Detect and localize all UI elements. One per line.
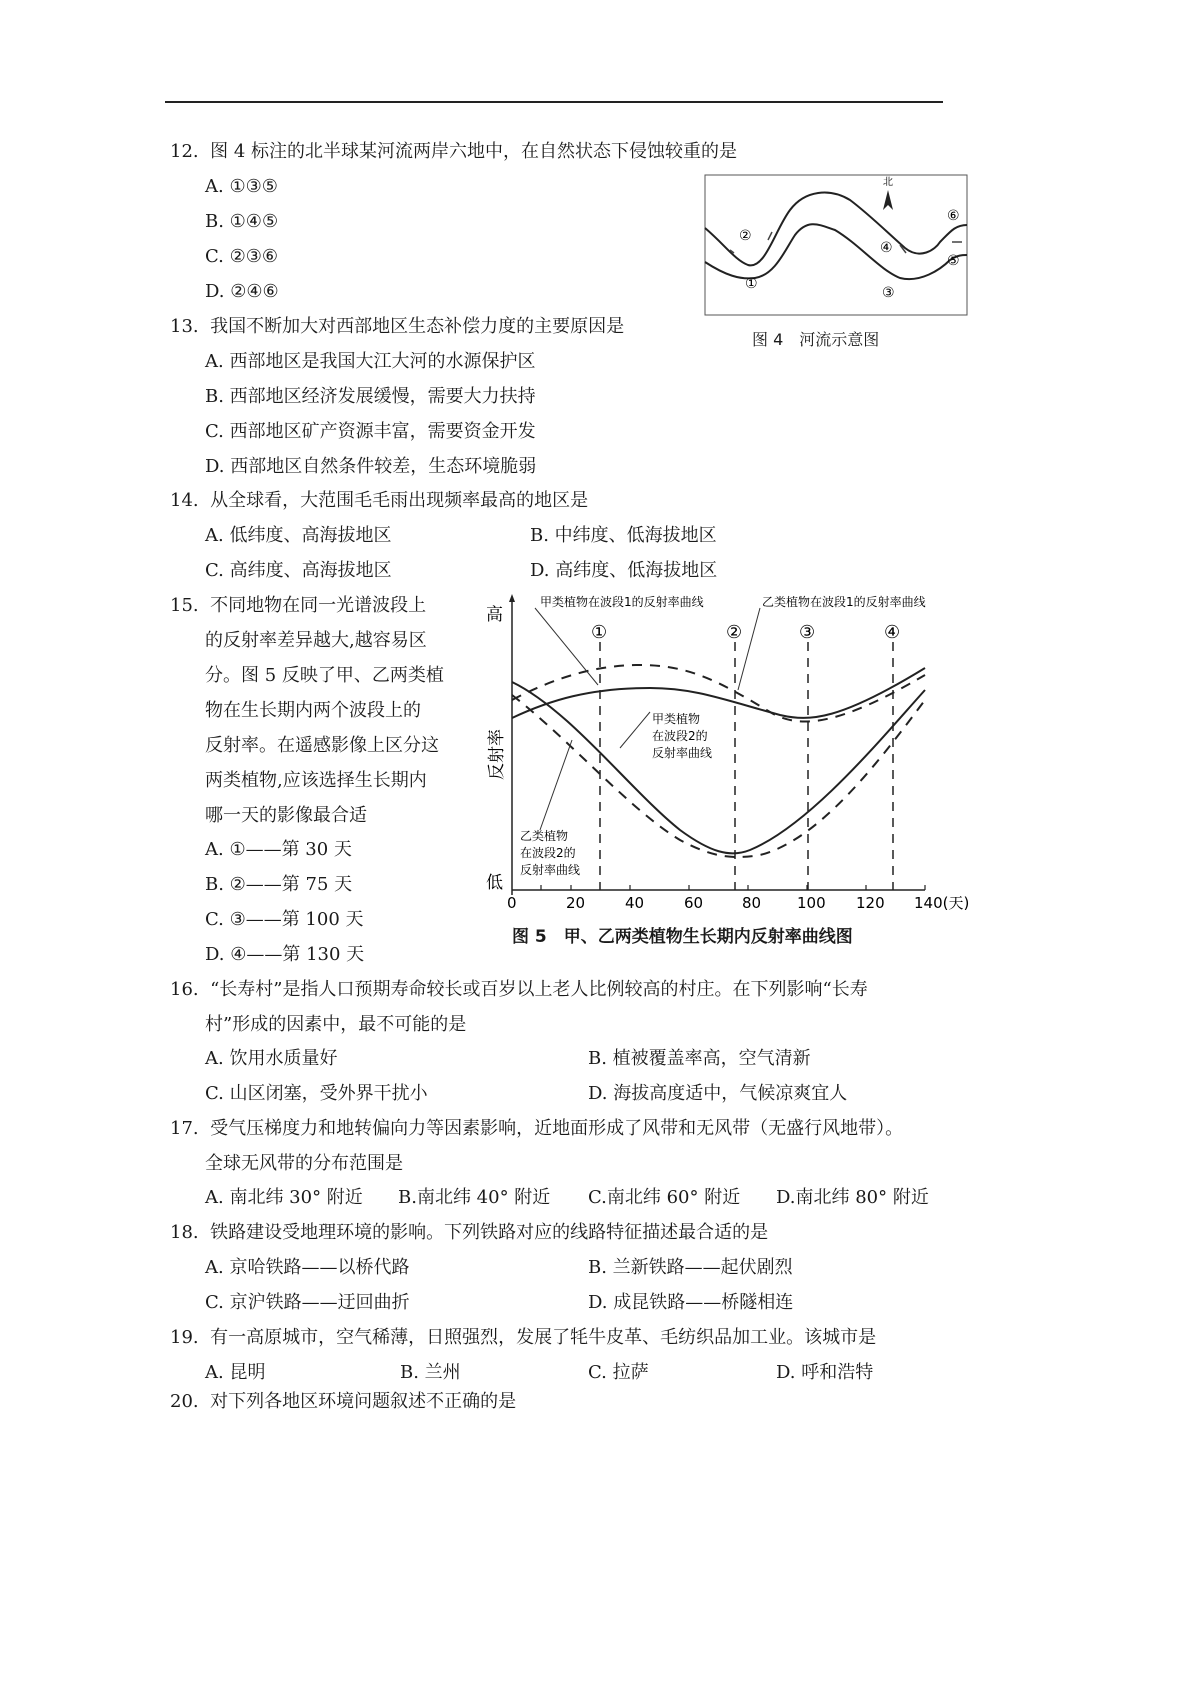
option: D. ④——第 130 天: [205, 944, 365, 965]
option: B.南北纬 40° 附近: [398, 1187, 551, 1208]
annotation-jia-band1: 甲类植物在波段1的反射率曲线: [540, 595, 704, 609]
option: D. 高纬度、低海拔地区: [530, 560, 718, 581]
curve-jia-band1: [512, 668, 925, 718]
question-19: 19. 有一高原城市，空气稀薄，日照强烈，发展了牦牛皮革、毛纺织品加工业。该城市是: [170, 1327, 877, 1348]
svg-text:40: 40: [625, 894, 645, 912]
figure-4-caption: 图 4 河流示意图: [752, 330, 880, 349]
svg-text:100: 100: [797, 894, 826, 912]
option: C. ③——第 100 天: [205, 909, 364, 930]
option: B. 植被覆盖率高，空气清新: [588, 1048, 811, 1069]
svg-text:80: 80: [742, 894, 762, 912]
question-text: 物在生长期内两个波段上的: [205, 700, 421, 721]
curve-jia-band2: [512, 682, 925, 853]
option: C. 高纬度、高海拔地区: [205, 560, 392, 581]
option: A. 南北纬 30° 附近: [205, 1187, 363, 1208]
option: C.南北纬 60° 附近: [588, 1187, 741, 1208]
y-low-label: 低: [486, 873, 503, 893]
question-text: 分。图 5 反映了甲、乙两类植: [205, 665, 444, 686]
question-text: 两类植物,应该选择生长期内: [205, 770, 427, 791]
header-rule: [165, 101, 943, 103]
marker-4: ④: [884, 622, 901, 643]
figure-4-river-map: [700, 170, 980, 320]
question-15: 15. 不同地物在同一光谱波段上: [170, 595, 427, 616]
curve-yi-band1: [512, 665, 925, 722]
svg-text:②: ②: [739, 228, 752, 244]
option: B. 兰新铁路——起伏剧烈: [588, 1257, 793, 1278]
question-16: 16. “长寿村”是指人口预期寿命较长或百岁以上老人比例较高的村庄。在下列影响“长寿: [170, 979, 868, 1000]
option: C. ②③⑥: [205, 246, 278, 267]
svg-text:③: ③: [882, 285, 895, 301]
option: C. 西部地区矿产资源丰富，需要资金开发: [205, 421, 536, 442]
option: D. 成昆铁路——桥隧相连: [588, 1292, 794, 1313]
north-label: 北: [883, 177, 893, 188]
svg-text:反射率曲线: 反射率曲线: [652, 746, 713, 760]
svg-text:60: 60: [684, 894, 704, 912]
option: B. 兰州: [400, 1362, 461, 1383]
question-13: 13. 我国不断加大对西部地区生态补偿力度的主要原因是: [170, 316, 625, 337]
option: D. ②④⑥: [205, 281, 279, 302]
svg-text:反射率曲线: 反射率曲线: [520, 863, 581, 877]
question-text: 反射率。在遥感影像上区分这: [205, 735, 439, 756]
svg-text:0: 0: [507, 894, 517, 912]
curve-yi-band2: [512, 695, 925, 857]
option: D. 呼和浩特: [776, 1362, 874, 1383]
option: C. 山区闭塞，受外界干扰小: [205, 1083, 428, 1104]
option: A. ①③⑤: [205, 176, 278, 197]
svg-text:在波段2的: 在波段2的: [520, 846, 576, 860]
annotation-yi-band2: 乙类植物: [520, 829, 569, 843]
option: D. 海拔高度适中，气候凉爽宜人: [588, 1083, 848, 1104]
option: A. 饮用水质量好: [205, 1048, 338, 1069]
svg-text:④: ④: [880, 240, 893, 256]
option: A. 昆明: [205, 1362, 266, 1383]
svg-text:20: 20: [566, 894, 586, 912]
annotation-jia-band2: 甲类植物: [652, 712, 701, 726]
question-text: 村”形成的因素中，最不可能的是: [205, 1014, 467, 1035]
option: A. 西部地区是我国大江大河的水源保护区: [205, 351, 536, 372]
option: B. ①④⑤: [205, 211, 279, 232]
y-axis-label: 反射率: [487, 729, 507, 780]
question-text: 哪一天的影像最合适: [205, 805, 367, 826]
option: D.南北纬 80° 附近: [776, 1187, 929, 1208]
svg-text:120: 120: [856, 894, 885, 912]
question-text: 全球无风带的分布范围是: [205, 1153, 403, 1174]
option: A. 低纬度、高海拔地区: [205, 525, 392, 546]
y-high-label: 高: [486, 605, 503, 625]
question-text: 的反射率差异越大,越容易区: [205, 630, 427, 651]
north-arrow-icon: [883, 190, 893, 210]
marker-1: ①: [591, 622, 608, 643]
option: B. ②——第 75 天: [205, 874, 353, 895]
marker-3: ③: [799, 622, 816, 643]
figure-5-reflectance-chart: [480, 590, 990, 920]
figure-5-caption: 图 5 甲、乙两类植物生长期内反射率曲线图: [512, 927, 853, 947]
annotation-yi-band1: 乙类植物在波段1的反射率曲线: [762, 595, 926, 609]
question-17: 17. 受气压梯度力和地转偏向力等因素影响，近地面形成了风带和无风带（无盛行风地带）。: [170, 1118, 904, 1139]
option: A. ①——第 30 天: [205, 839, 352, 860]
marker-2: ②: [726, 622, 743, 643]
svg-text:⑤: ⑤: [947, 253, 960, 269]
question-12: 12. 图 4 标注的北半球某河流两岸六地中，在自然状态下侵蚀较重的是: [170, 141, 737, 162]
svg-text:①: ①: [745, 276, 758, 292]
option: B. 西部地区经济发展缓慢，需要大力扶持: [205, 386, 536, 407]
option: C. 拉萨: [588, 1362, 649, 1383]
option: A. 京哈铁路——以桥代路: [205, 1257, 410, 1278]
option: D. 西部地区自然条件较差，生态环境脆弱: [205, 456, 537, 477]
question-20: 20. 对下列各地区环境问题叙述不正确的是: [170, 1391, 517, 1412]
svg-text:⑥: ⑥: [947, 208, 960, 224]
svg-text:在波段2的: 在波段2的: [652, 729, 708, 743]
svg-text:140(天): 140(天): [914, 894, 970, 912]
option: B. 中纬度、低海拔地区: [530, 525, 717, 546]
option: C. 京沪铁路——迂回曲折: [205, 1292, 410, 1313]
question-14: 14. 从全球看，大范围毛毛雨出现频率最高的地区是: [170, 490, 589, 511]
question-18: 18. 铁路建设受地理环境的影响。下列铁路对应的线路特征描述最合适的是: [170, 1222, 769, 1243]
